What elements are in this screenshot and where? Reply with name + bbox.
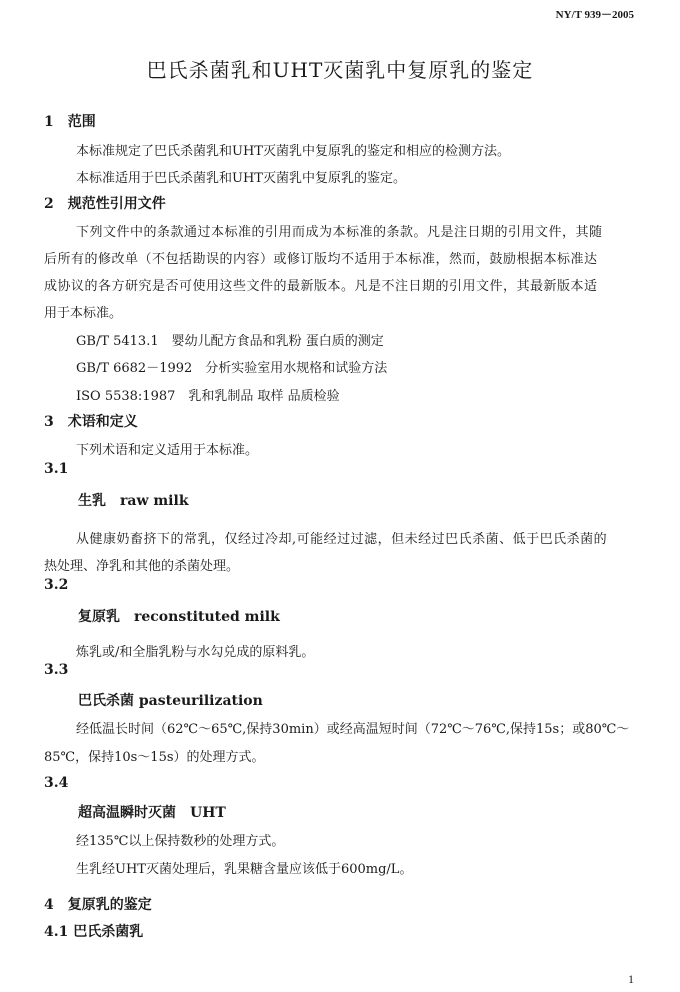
section-2-heading: 2 规范性引用文件 [44, 196, 166, 212]
definition-line: 经135℃以上保持数秒的处理方式。 [76, 834, 285, 849]
page-title: 巴氏杀菌乳和UHT灭菌乳中复原乳的鉴定 [146, 58, 534, 82]
term-number: 3.2 [44, 577, 69, 593]
paragraph-line: 成协议的各方研究是否可使用这些文件的最新版本。凡是不注日期的引用文件，其最新版本适 [44, 279, 598, 294]
section-1-heading: 1 范围 [44, 114, 96, 130]
definition-line: 炼乳或/和全脂乳粉与水勾兑成的原料乳。 [76, 645, 315, 660]
paragraph: 下列术语和定义适用于本标准。 [76, 443, 259, 458]
standard-number: NY/T 939－2005 [555, 9, 634, 21]
term-number: 3.4 [44, 775, 69, 791]
section-3-heading: 3 术语和定义 [44, 414, 138, 430]
note-line: 生乳经UHT灭菌处理后，乳果糖含量应该低于600mg/L。 [76, 862, 413, 877]
paragraph-line: 用于本标准。 [44, 306, 123, 321]
reference-item: ISO 5538:1987 乳和乳制品 取样 品质检验 [76, 389, 340, 404]
section-4-heading: 4 复原乳的鉴定 [44, 897, 152, 913]
term-heading: 超高温瞬时灭菌 UHT [78, 805, 226, 821]
definition-line: 经低温长时间（62℃～65℃,保持30min）或经高温短时间（72℃～76℃,保持15s；或80℃～ [76, 722, 630, 737]
reference-item: GB/T 5413.1 婴幼儿配方食品和乳粉 蛋白质的测定 [76, 334, 384, 349]
definition-line: 从健康奶畜挤下的常乳，仅经过冷却,可能经过过滤，但未经过巴氏杀菌、低于巴氏杀菌的 [76, 532, 608, 547]
paragraph-line: 下列文件中的条款通过本标准的引用而成为本标准的条款。凡是注日期的引用文件，其随 [76, 225, 603, 240]
paragraph-line: 后所有的修改单（不包括勘误的内容）或修订版均不适用于本标准，然而，鼓励根据本标准达 [44, 252, 598, 267]
subsection-heading: 4.1 巴氏杀菌乳 [44, 924, 144, 940]
definition-line: 85℃，保持10s～15s）的处理方式。 [44, 750, 265, 765]
term-number: 3.1 [44, 461, 69, 477]
reference-item: GB/T 6682－1992 分析实验室用水规格和试验方法 [76, 361, 388, 376]
paragraph: 本标准适用于巴氏杀菌乳和UHT灭菌乳中复原乳的鉴定。 [76, 171, 406, 186]
term-number: 3.3 [44, 662, 69, 678]
page-number: 1 [628, 972, 634, 986]
term-heading: 复原乳 reconstituted milk [78, 609, 280, 625]
definition-line: 热处理、净乳和其他的杀菌处理。 [44, 559, 240, 574]
term-heading: 生乳 raw milk [78, 493, 189, 509]
term-heading: 巴氏杀菌 pasteurilization [78, 693, 263, 709]
paragraph: 本标准规定了巴氏杀菌乳和UHT灭菌乳中复原乳的鉴定和相应的检测方法。 [76, 144, 510, 159]
